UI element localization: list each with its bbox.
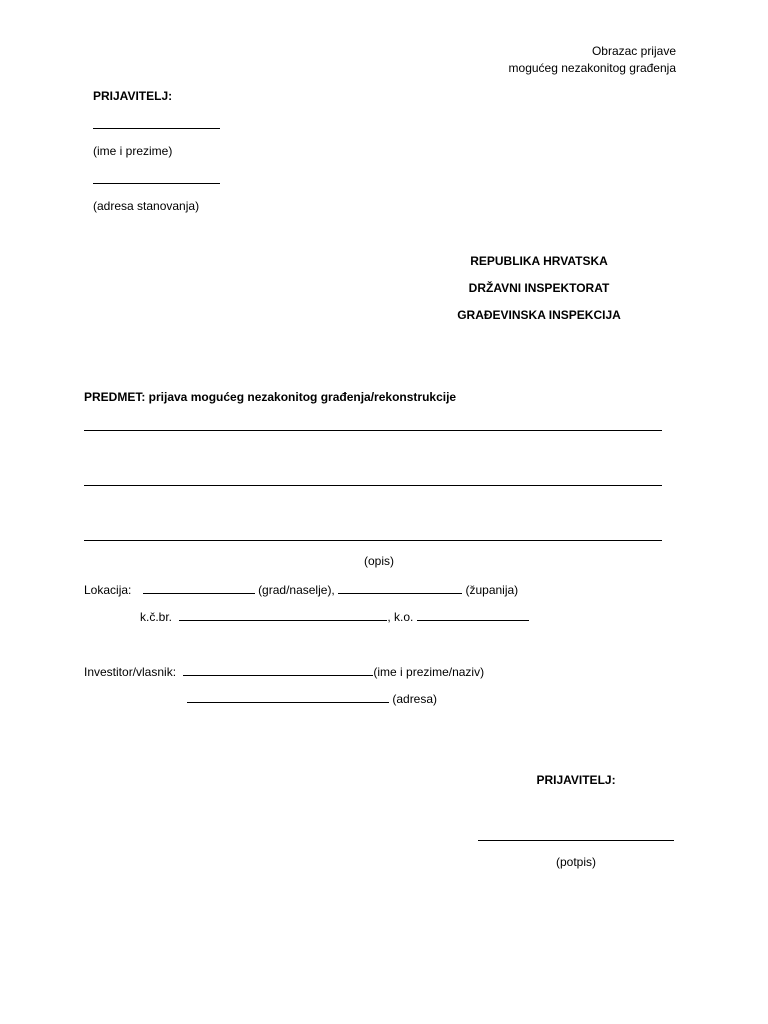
county-caption: (županija) [465, 583, 519, 597]
county-field-line[interactable] [338, 582, 462, 594]
reporter-name-caption: (ime i prezime) [93, 144, 173, 158]
description-caption: (opis) [363, 554, 394, 568]
investor-name-caption: (ime i prezime/naziv) [373, 665, 485, 679]
city-field-line[interactable] [143, 582, 255, 594]
parcel-row [140, 609, 529, 624]
location-label: Lokacija: [84, 583, 132, 597]
form-title-line-1: Obrazac prijave [591, 44, 676, 58]
investor-row [84, 664, 484, 679]
investor-address-line[interactable] [187, 691, 389, 703]
reporter-address-line[interactable] [93, 183, 220, 184]
investor-address-row [187, 691, 437, 706]
signature-caption: (potpis) [555, 855, 596, 869]
investor-label: Investitor/vlasnik: [84, 665, 177, 679]
investor-name-line[interactable] [183, 664, 373, 676]
investor-address-caption: (adresa) [392, 692, 438, 706]
recipient-line-1: REPUBLIKA HRVATSKA [470, 254, 608, 268]
signature-line[interactable] [478, 840, 674, 841]
description-line-1[interactable] [84, 430, 662, 431]
reporter-name-line[interactable] [93, 128, 220, 129]
description-line-2[interactable] [84, 485, 662, 486]
municipality-label: , k.o. [387, 610, 414, 624]
recipient-line-2: DRŽAVNI INSPEKTORAT [468, 281, 610, 295]
parcel-field-line[interactable] [179, 609, 387, 621]
parcel-label: k.č.br. [140, 610, 173, 624]
reporter-title: PRIJAVITELJ: [93, 89, 173, 103]
municipality-field-line[interactable] [417, 609, 529, 621]
subject-line: PREDMET: prijava mogućeg nezakonitog građenja/rekonstrukcije [84, 390, 457, 404]
location-row [84, 582, 518, 597]
reporter-address-caption: (adresa stanovanja) [93, 199, 200, 213]
signature-title: PRIJAVITELJ: [536, 773, 616, 787]
recipient-line-3: GRAĐEVINSKA INSPEKCIJA [457, 308, 621, 322]
form-title-line-2: mogućeg nezakonitog građenja [508, 61, 676, 75]
city-caption: (grad/naselje), [258, 583, 335, 597]
description-line-3[interactable] [84, 540, 662, 541]
